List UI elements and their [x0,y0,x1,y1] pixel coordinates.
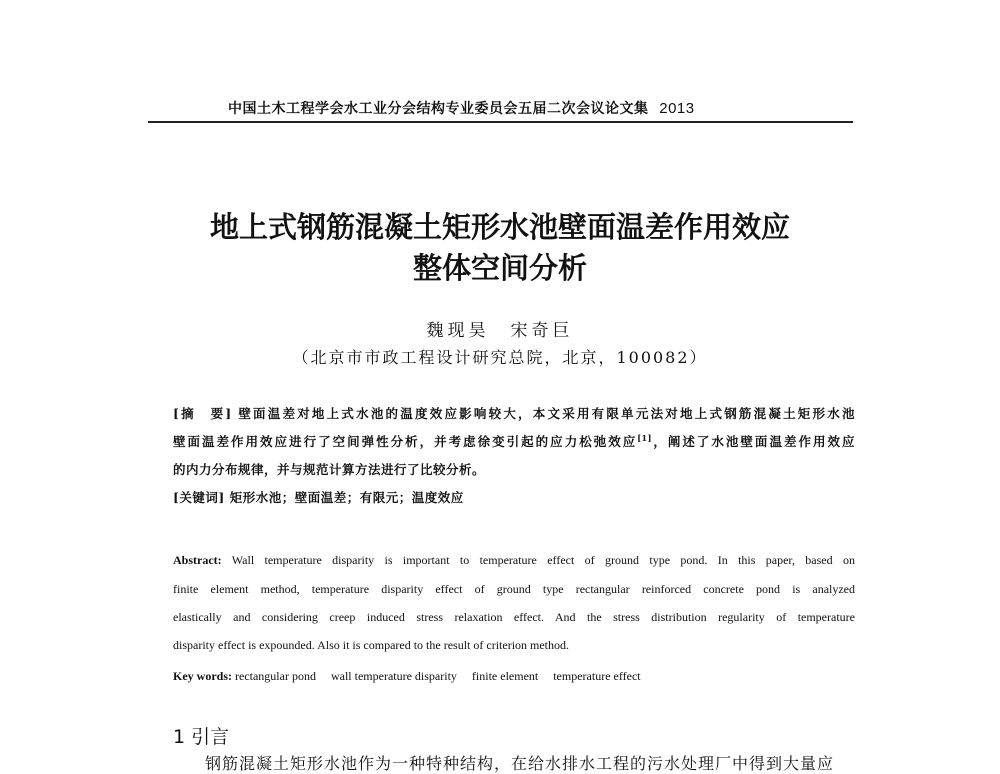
abstract-cn-text: 壁面温差对地上式水池的温度效应影响较大，本文采用有限单元法对地上式钢筋混凝土矩形水池 [238,406,855,421]
abstract-en-label: Abstract: [173,553,222,567]
abstract-cn-text: ，阐述了水池壁面温差作用效应 [651,434,855,449]
keywords-en [173,667,855,684]
running-header [228,98,695,118]
paper-title-line2: 整体空间分析 [412,251,587,285]
abstract-en-line: elastically and considering creep induced stress relaxation effect. And the stress distribution regularity of temperature [173,610,855,624]
abstract-en-text: Wall temperature disparity is important to temperature effect of ground type pond. In this paper, based on [231,553,855,567]
paper-title-line1: 地上式钢筋混凝土矩形水池壁面温差作用效应 [209,210,790,244]
keywords-cn-text: 矩形水池；壁面温差；有限元；温度效应 [229,490,464,505]
abstract-cn-line: 的内力分布规律，并与规范计算方法进行了比较分析。 [173,462,486,477]
journal-name: 中国土木工程学会水工业分会结构专业委员会五届二次会议论文集 [228,101,649,117]
header-rule [148,121,853,123]
abstract-cn-line [173,404,855,422]
abstract-en-line: disparity effect is expounded. Also it is compared to the result of criterion method. [173,638,570,652]
abstract-en-line [173,553,855,568]
keywords-en-label: Key words: [173,669,232,683]
keywords-cn [173,488,855,506]
abstract-en-line: finite element method, temperature disparity effect of ground type rectangular reinforced concrete pond is analyzed [173,582,855,596]
citation-ref[interactable]: [1] [637,432,652,443]
authors: 魏现昊 宋奇巨 [426,321,574,341]
affiliation: （北京市市政工程设计研究总院，北京，100082） [292,348,708,367]
section-heading: 1 引言 [173,726,230,748]
abstract-cn-label: [摘 要] [173,406,232,421]
body-paragraph: 钢筋混凝土矩形水池作为一种特种结构，在给水排水工程的污水处理厂中得到大量应 [205,754,835,773]
abstract-cn-line [173,432,855,450]
journal-year: 2013 [659,100,695,117]
abstract-cn-text: 壁面温差作用效应进行了空间弹性分析，并考虑徐变引起的应力松弛效应 [173,434,638,449]
keywords-cn-label: [关键词] [173,490,225,505]
keywords-en-text: rectangular pond wall temperature disparity finite element temperature effect [235,669,641,683]
